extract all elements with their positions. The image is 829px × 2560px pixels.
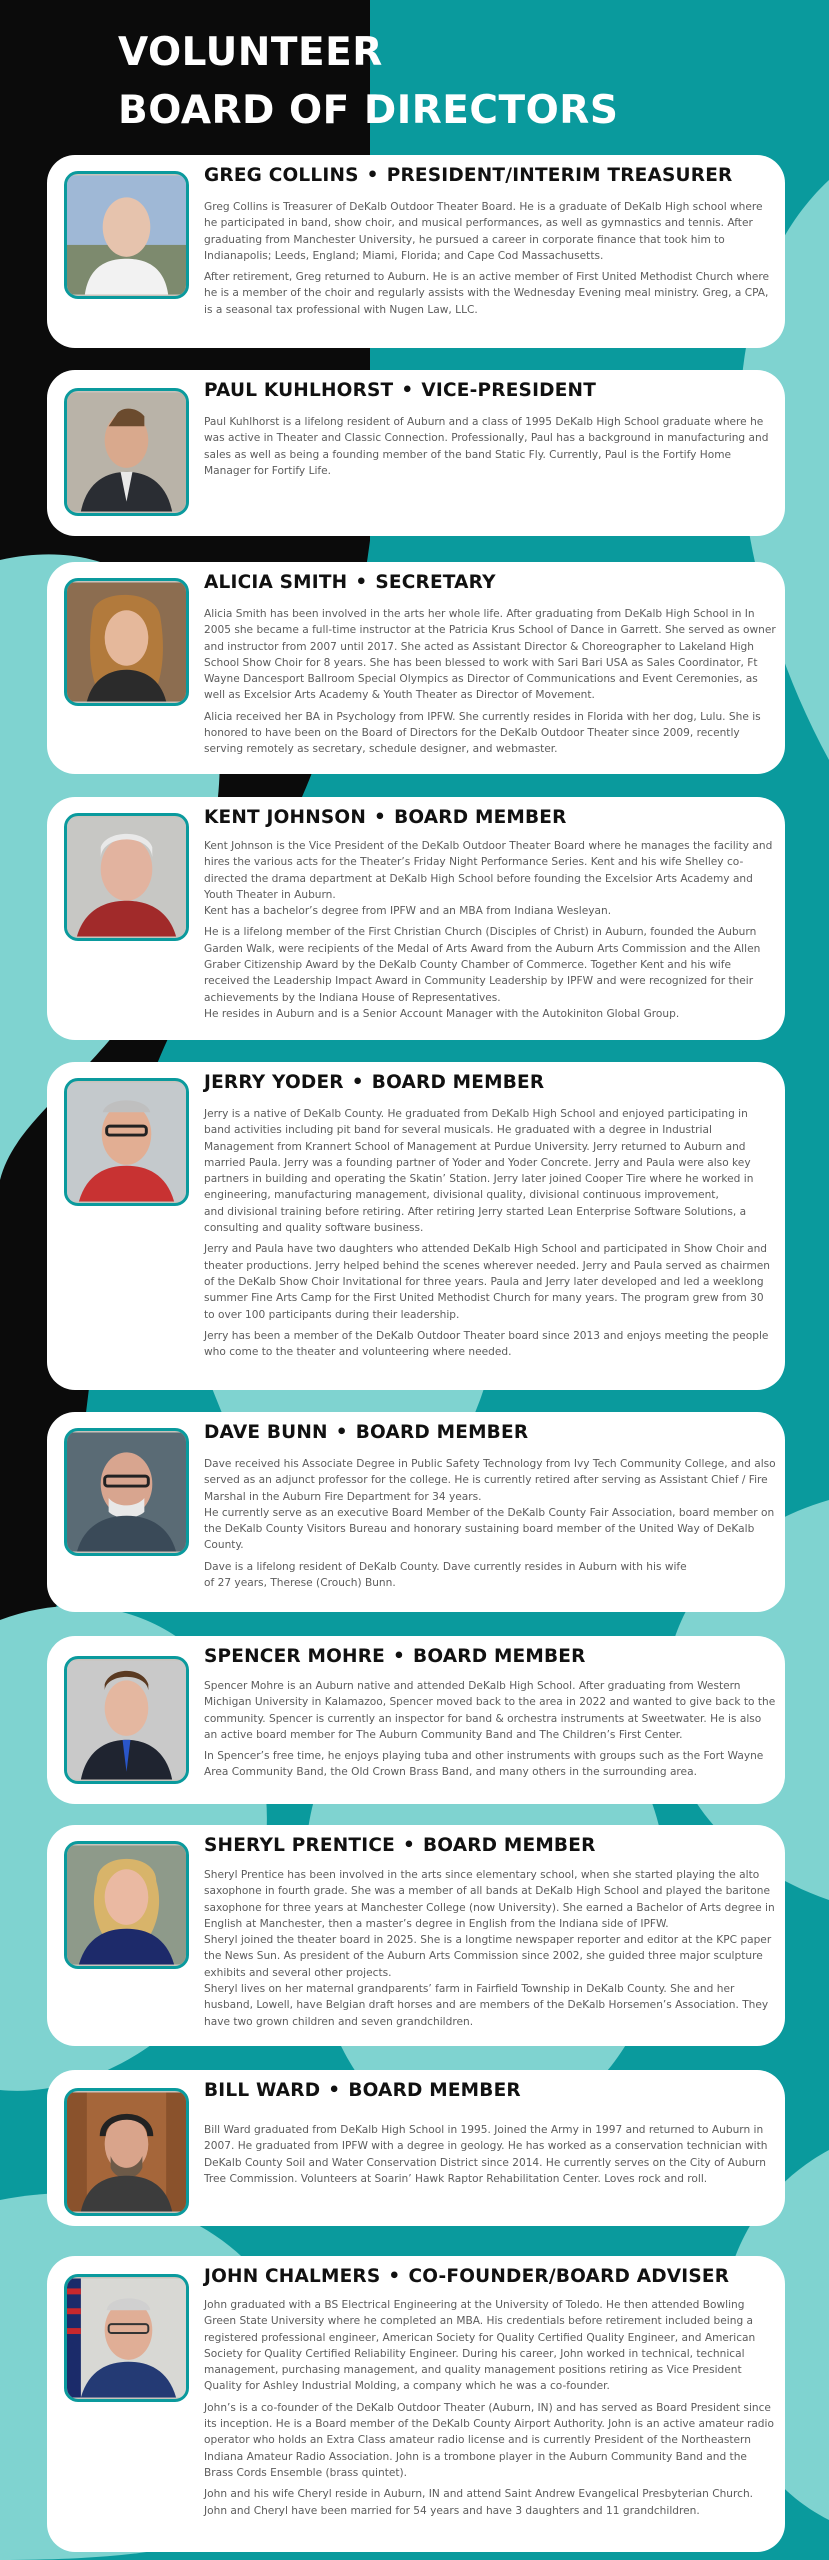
- member-card-paul-kuhlhorst: [47, 370, 785, 536]
- bio-paragraph: Jerry is a native of DeKalb County. He graduated from DeKalb High School and enjoyed participating in band activities including pit band for several musicals. He graduated with a degree in Industrial Management from Krannert School of Management at Purdue University. Jerry returned to Auburn and married Paula. Jerry was a founding partner of Yoder and Yoder Concrete. Jerry and Paula were also key partners in building and operating the Skatin’ Station. Jerry later joined Cooper Tire where he worked in engineering, manufacturing management, divisional quality, divisional continuous improvement, and divisional training before retiring. After retiring Jerry started Lean Enterprise Software Solutions, a consulting and quality software business.: [204, 1108, 754, 1235]
- member-bio: [204, 1678, 777, 1786]
- member-photo: [64, 388, 189, 516]
- member-photo: [64, 813, 189, 941]
- member-name: SHERYL PRENTICE: [204, 1835, 395, 1856]
- separator-dot: •: [388, 2266, 401, 2287]
- bio-paragraph: Dave received his Associate Degree in Public Safety Technology from Ivy Tech Community College, and also served as an adjunct professor for the college. He is currently retired after serving as Assistant Chief / Fire Marshal in the Auburn Fire Department for 34 years. He currently serve as an executive Board Member of the DeKalb County Fair Association, board member on the DeKalb County Visitors Bureau and honorary sustaining board member of the United Way of DeKalb County.: [204, 1458, 776, 1552]
- member-bio: [204, 2297, 777, 2524]
- member-role: BOARD MEMBER: [413, 1646, 586, 1667]
- member-name-line: [204, 2080, 775, 2101]
- member-name-line: [204, 165, 775, 186]
- separator-dot: •: [401, 380, 414, 401]
- member-name: KENT JOHNSON: [204, 807, 367, 828]
- member-role: BOARD MEMBER: [348, 2080, 521, 2101]
- member-name: GREG COLLINS: [204, 165, 359, 186]
- member-photo: [64, 1656, 189, 1784]
- member-name: BILL WARD: [204, 2080, 321, 2101]
- page-title: [118, 24, 618, 140]
- bio-paragraph: After retirement, Greg returned to Auburn. He is an active member of First United Methodist Church where he is a member of the choir and regularly assists with the Wednesday Evening meal ministry. Greg, a CPA, is a seasonal tax professional with Nugen Law, LLC.: [204, 271, 770, 316]
- bio-paragraph: In Spencer’s free time, he enjoys playing tuba and other instruments with groups such as the Fort Wayne Area Community Band, the Old Crown Brass Band, and many others in the surrounding area.: [204, 1750, 764, 1779]
- member-bio: [204, 838, 777, 1027]
- separator-dot: •: [393, 1646, 406, 1667]
- member-role: BOARD MEMBER: [394, 807, 567, 828]
- member-photo: [64, 2274, 189, 2402]
- member-name-line: [204, 380, 775, 401]
- member-name-line: [204, 2266, 775, 2287]
- member-name: ALICIA SMITH: [204, 572, 348, 593]
- bio-paragraph: Spencer Mohre is an Auburn native and attended DeKalb High School. After graduating from Western Michigan University in Kalamazoo, Spencer moved back to the area in 2022 and wanted to give back to the community. Spencer is currently an inspector for band & orchestra instruments at Sweetwater. He is also an active board member for The Auburn Community Band and The Children’s First Center.: [204, 1680, 776, 1741]
- member-bio: [204, 1456, 777, 1596]
- member-bio: [204, 1106, 777, 1365]
- bio-paragraph: He is a lifelong member of the First Christian Church (Disciples of Christ) in Auburn, founded the Auburn Garden Walk, were recipients of the Medal of Arts Award from the Auburn Arts Commission and the Allen Graber Citizenship Award by the DeKalb County Chamber of Commerce. Together Kent and his wife received the Leadership Impact Award in Community Leadership by IPFW and were recognized for their achievements by the Indiana House of Representatives. He resides in Auburn and is a Senior Account Manager with the Autokiniton Global Group.: [204, 926, 761, 1020]
- bio-paragraph: Jerry and Paula have two daughters who attended DeKalb High School and participated in Show Choir and theater productions. Jerry helped behind the scenes wherever needed. Jerry and Paula served as chairmen of the DeKalb Show Choir Invitational for three years. Paula and Jerry later developed and led a weeklong summer Fine Arts Camp for the First United Methodist Church for many years. The program grew from 30 to over 100 participants during their leadership.: [204, 1243, 771, 1321]
- member-photo: [64, 1078, 189, 1206]
- member-name-line: [204, 1422, 775, 1443]
- bio-paragraph: Sheryl Prentice has been involved in the arts since elementary school, when she started playing the alto saxophone in fourth grade. She was a member of all bands at DeKalb High School and played the baritone saxophone for three years at Manchester College (now University). She earned a Bachelor of Arts degree in English at Manchester, then a master’s degree in English from the Indiana side of IPFW. Sheryl joined the theater board in 2025. She is a longtime newspaper reporter and editor at the KPC paper the News Sun. As president of the Auburn Arts Commission since 2002, she guided three major sculpture exhibits and several other projects. Sheryl lives on her maternal grandparents’ farm in Fairfield Township in DeKalb County. She and her husband, Lowell, have Belgian draft horses and are members of the DeKalb Horsemen’s Association. They have two grown children and seven grandchildren.: [204, 1869, 775, 2028]
- member-bio: [204, 2122, 777, 2192]
- member-name-line: [204, 1835, 775, 1856]
- member-role: VICE-PRESIDENT: [421, 380, 597, 401]
- bio-paragraph: John and his wife Cheryl reside in Auburn, IN and attend Saint Andrew Evangelical Presbyterian Church. John and Cheryl have been married for 54 years and have 3 daughters and 11 grandchildren.: [204, 2488, 754, 2517]
- page-title-line1: VOLUNTEER: [118, 30, 383, 75]
- separator-dot: •: [355, 572, 368, 593]
- member-card-greg-collins: [47, 155, 785, 348]
- member-name-line: [204, 1646, 775, 1667]
- member-card-jerry-yoder: [47, 1062, 785, 1390]
- member-bio: [204, 606, 777, 763]
- separator-dot: •: [351, 1072, 364, 1093]
- member-role: BOARD MEMBER: [422, 1835, 596, 1856]
- member-name-line: [204, 572, 775, 593]
- separator-dot: •: [335, 1422, 348, 1443]
- member-photo: [64, 578, 189, 706]
- member-photo: [64, 1841, 189, 1969]
- member-role: PRESIDENT/INTERIM TREASURER: [386, 165, 733, 186]
- member-role: BOARD MEMBER: [355, 1422, 529, 1443]
- member-name-line: [204, 1072, 775, 1093]
- separator-dot: •: [328, 2080, 341, 2101]
- member-card-john-chalmers: [47, 2256, 785, 2552]
- member-name: JERRY YODER: [204, 1072, 344, 1093]
- page-title-line2: BOARD OF DIRECTORS: [118, 88, 619, 133]
- bio-paragraph: Alicia received her BA in Psychology from IPFW. She currently resides in Florida with her dog, Lulu. She is honored to have been on the Board of Directors for the DeKalb Outdoor Theater since 2009, recently serving remotely as secretary, schedule designer, and webmaster.: [204, 710, 761, 756]
- member-role: BOARD MEMBER: [371, 1072, 545, 1093]
- member-role: CO-FOUNDER/BOARD ADVISER: [408, 2266, 730, 2287]
- separator-dot: •: [366, 165, 379, 186]
- bio-paragraph: Paul Kuhlhorst is a lifelong resident of Auburn and a class of 1995 DeKalb High School graduate where he was active in Theater and Classic Connection. Professionally, Paul has a background in manufacturing and sales as well as being a founding member of the band Static Fly. Currently, Paul is the Fortify Home Manager for Fortify Life.: [204, 416, 769, 477]
- member-name: SPENCER MOHRE: [204, 1646, 386, 1667]
- member-role: SECRETARY: [375, 572, 496, 593]
- bio-paragraph: Jerry has been a member of the DeKalb Outdoor Theater board since 2013 and enjoys meeting the people who come to the theater and volunteering where needed.: [204, 1329, 769, 1359]
- member-card-dave-bunn: [47, 1412, 785, 1612]
- member-photo: [64, 1428, 189, 1556]
- member-card-sheryl-prentice: [47, 1825, 785, 2046]
- separator-dot: •: [374, 807, 387, 828]
- member-card-alicia-smith: [47, 562, 785, 774]
- member-card-kent-johnson: [47, 797, 785, 1040]
- member-bio: [204, 414, 777, 484]
- bio-paragraph: Greg Collins is Treasurer of DeKalb Outdoor Theater Board. He is a graduate of DeKalb High school where he participated in band, show choir, and musical performances, as well as gymnastics and tennis. After graduating from Manchester University, he pursued a career in corporate finance that took him to Indianapolis; Leeds, England; Miami, Florida; and Cape Cod Massachusetts.: [204, 201, 763, 262]
- member-name: PAUL KUHLHORST: [204, 380, 394, 401]
- bio-paragraph: Dave is a lifelong resident of DeKalb County. Dave currently resides in Auburn with his wife of 27 years, Therese (Crouch) Bunn.: [204, 1560, 687, 1590]
- member-bio: [204, 1867, 777, 2035]
- member-photo: [64, 171, 189, 299]
- bio-paragraph: John graduated with a BS Electrical Engineering at the University of Toledo. He then attended Bowling Green State University where he completed an MBA. His credentials before retirement included being a registered professional engineer, American Society for Quality Certified Quality Engineer, and American Society for Quality Certified Reliability Engineer. During his career, John worked in technical, technical management, purchasing management, and quality management positions retiring as Vice President Quality for Ashley Industrial Molding, a company which he was a co-founder.: [204, 2299, 756, 2393]
- bio-paragraph: John’s is a co-founder of the DeKalb Outdoor Theater (Auburn, IN) and has served as Board President since its inception. He is a Board member of the DeKalb County Airport Authority. John is an active amateur radio operator who holds an Extra Class amateur radio license and is currently President of the Northeastern Indiana Amateur Radio Association. John is a trombone player in the Auburn Community Band and the Brass Cords Ensemble (brass quintet).: [204, 2401, 774, 2479]
- member-name: DAVE BUNN: [204, 1422, 328, 1443]
- member-bio: [204, 199, 777, 323]
- bio-paragraph: Bill Ward graduated from DeKalb High School in 1995. Joined the Army in 1997 and returned to Auburn in 2007. He graduated from IPFW with a degree in geology. He has worked as a conservation technician with DeKalb County Soil and Water Conservation District since 2014. He currently serves on the City of Auburn Tree Commission. Volunteers at Soarin’ Hawk Raptor Rehabilitation Center. Loves rock and roll.: [204, 2124, 768, 2185]
- member-card-spencer-mohre: [47, 1636, 785, 1804]
- member-name: JOHN CHALMERS: [204, 2266, 381, 2287]
- member-photo: [64, 2088, 189, 2216]
- member-name-line: [204, 807, 775, 828]
- member-card-bill-ward: [47, 2070, 785, 2226]
- bio-paragraph: Alicia Smith has been involved in the arts her whole life. After graduating from DeKalb High School in In 2005 she became a full-time instructor at the Patricia Krus School of Dance in Garrett. She served as owner and instructor from 2007 until 2017. She acted as Assistant Director & Choreographer to Lakeland High School Show Choir for 8 years. She has been blessed to work with Sari Bari USA as Sales Coordinator, Ft Wayne Dancesport Ballroom Special Olympics as Director of Communications and Event Ceremonies, as well as Excelsior Arts Academy & Youth Theater as Director of Movement.: [204, 608, 776, 702]
- bio-paragraph: Kent Johnson is the Vice President of the DeKalb Outdoor Theater Board where he manages the facility and hires the various acts for the Theater’s Friday Night Performance Series. Kent and his wife Shelley co-directed the drama department at DeKalb High School before founding the Excelsior Arts Academy and Youth Theater in Auburn. Kent has a bachelor’s degree from IPFW and an MBA from Indiana Wesleyan.: [204, 840, 773, 918]
- separator-dot: •: [402, 1835, 415, 1856]
